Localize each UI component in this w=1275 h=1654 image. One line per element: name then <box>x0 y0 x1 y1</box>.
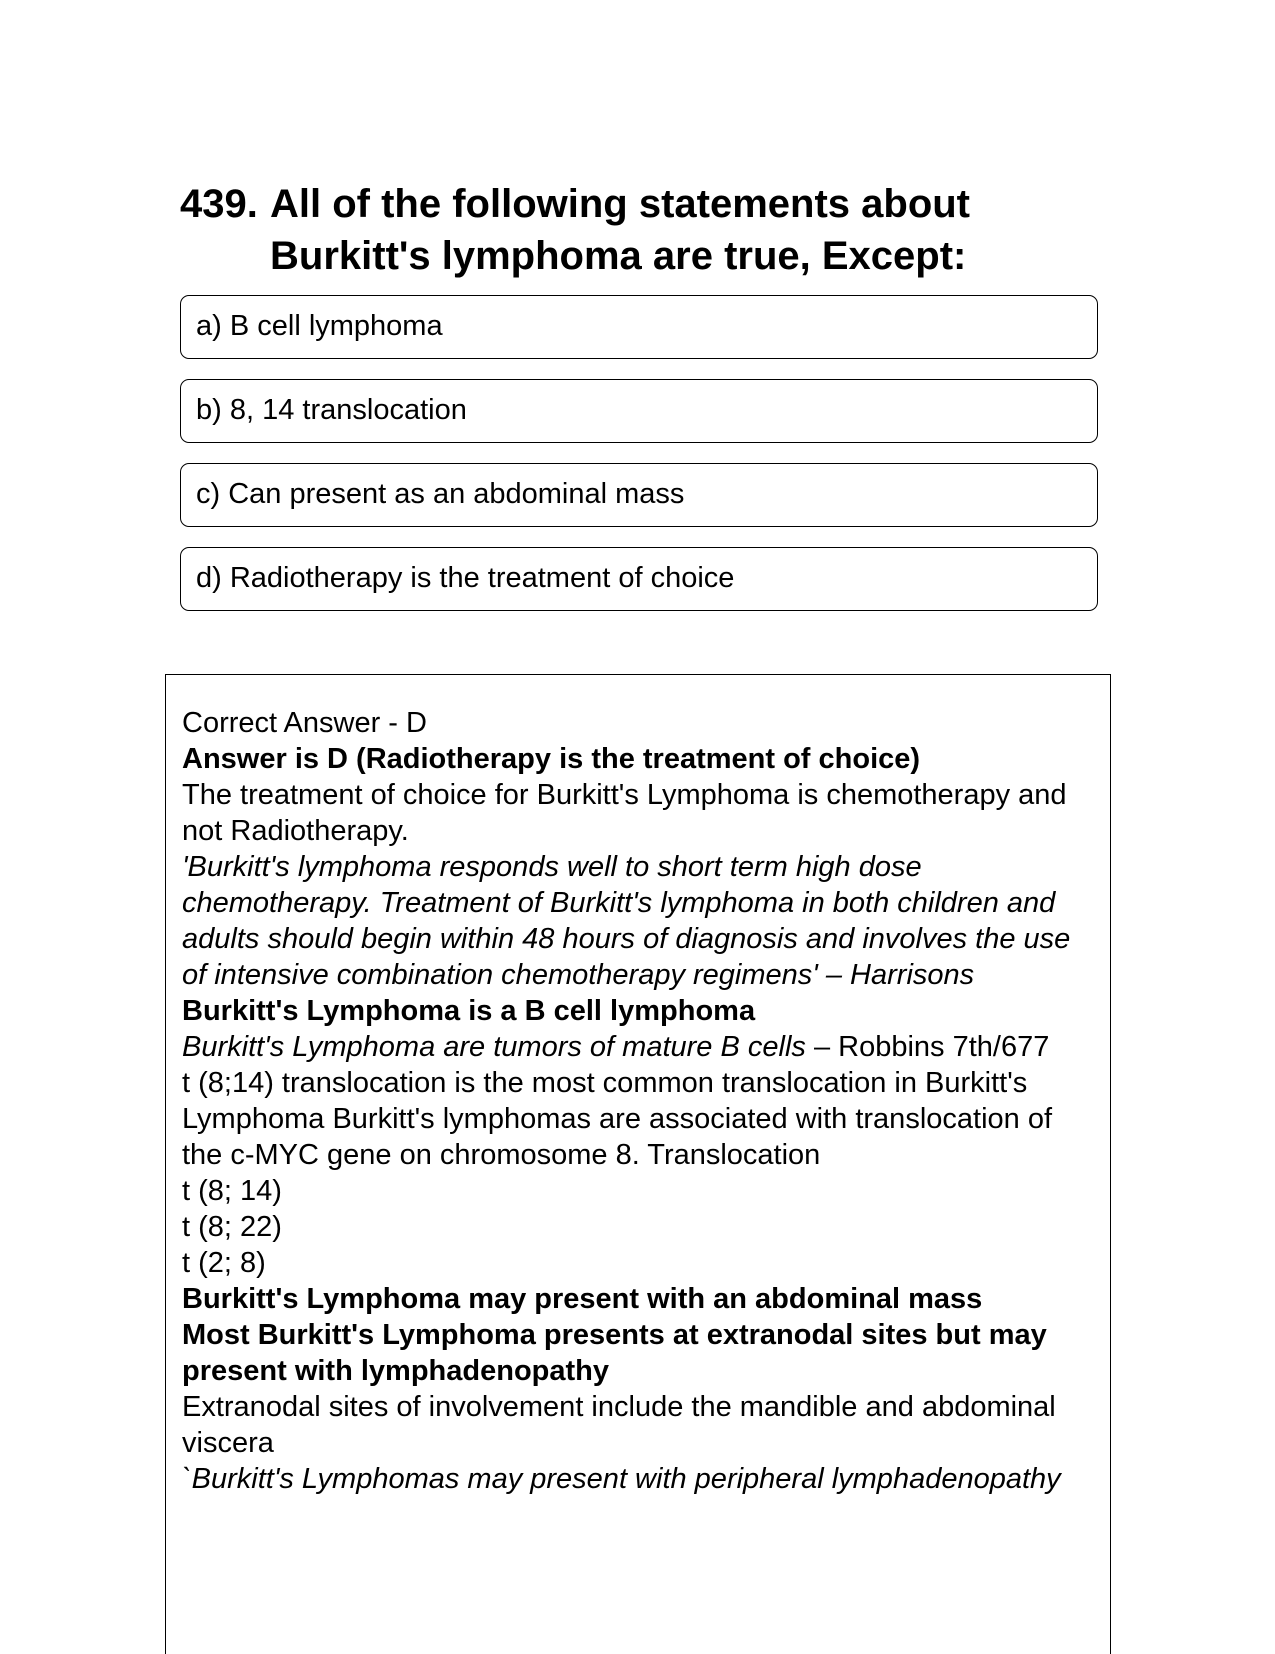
extranodal-heading: Most Burkitt's Lymphoma presents at extranodal sites but may present with lymphadenopathy <box>182 1319 1047 1387</box>
harrisons-quote: 'Burkitt's lymphoma responds well to short term high dose chemotherapy. Treatment of Burkitt's lymphoma in both children and adults should begin within 48 hours of diagnosis and involves the use of intensive combination chemotherapy regimens' – Harrisons <box>182 851 1071 991</box>
peripheral-quote: `Burkitt's Lymphomas may present with peripheral lymphadenopathy <box>182 1463 1061 1495</box>
option-d[interactable]: d) Radiotherapy is the treatment of choice <box>180 547 1098 611</box>
robbins-quote: Burkitt's Lymphoma are tumors of mature B cells <box>182 1031 806 1063</box>
robbins-line <box>182 1029 1098 1065</box>
option-c[interactable]: c) Can present as an abdominal mass <box>180 463 1098 527</box>
abdominal-heading: Burkitt's Lymphoma may present with an abdominal mass <box>182 1283 983 1315</box>
question-number: 439. <box>180 182 258 226</box>
translocation-item: t (8; 14) <box>182 1175 282 1207</box>
question-heading <box>180 178 1100 282</box>
extranodal-text: Extranodal sites of involvement include the mandible and abdominal viscera <box>182 1391 1056 1459</box>
treatment-text: The treatment of choice for Burkitt's Lymphoma is chemotherapy and not Radiotherapy. <box>182 779 1067 847</box>
translocation-item: t (8; 22) <box>182 1211 282 1243</box>
answer-explanation-box <box>165 674 1111 1654</box>
option-a[interactable]: a) B cell lymphoma <box>180 295 1098 359</box>
robbins-reference: – Robbins 7th/677 <box>805 1031 1050 1063</box>
answer-heading: Answer is D (Radiotherapy is the treatment of choice) <box>182 743 921 775</box>
correct-answer-label: Correct Answer - D <box>182 707 427 739</box>
question-text: All of the following statements about Burkitt's lymphoma are true, Except: <box>270 182 970 278</box>
option-b[interactable]: b) 8, 14 translocation <box>180 379 1098 443</box>
b-cell-heading: Burkitt's Lymphoma is a B cell lymphoma <box>182 995 756 1027</box>
translocation-text: t (8;14) translocation is the most common translocation in Burkitt's Lymphoma Burkitt's lymphomas are associated with translocation of the c-MYC gene on chromosome 8. Translocation <box>182 1067 1053 1171</box>
translocation-item: t (2; 8) <box>182 1247 266 1279</box>
